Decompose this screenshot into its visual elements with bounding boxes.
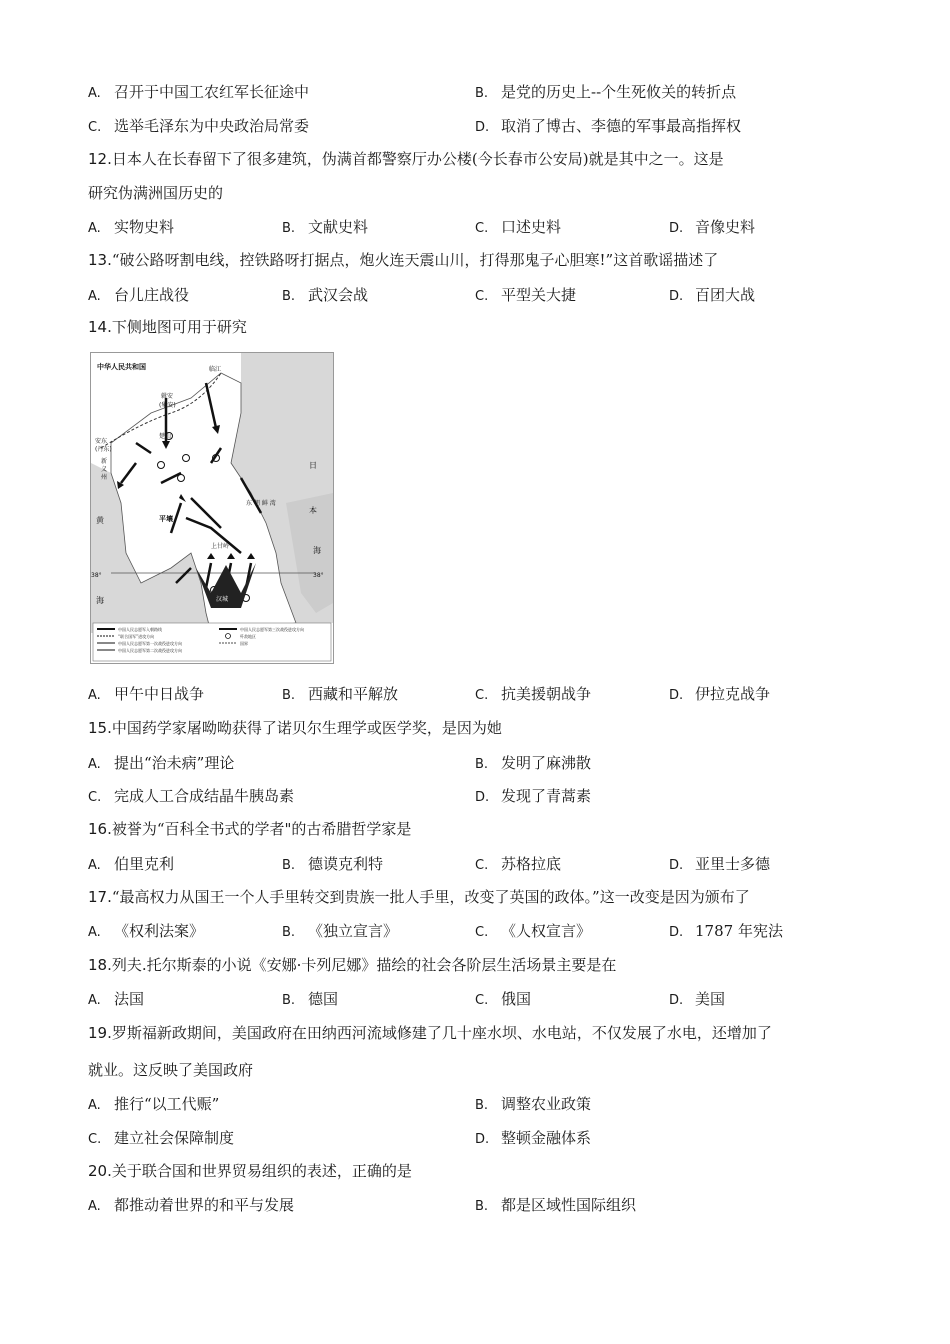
question-text: 被誉为“百科全书式的学者"的古希腊哲学家是 <box>111 820 412 838</box>
option-text: 都是区域性国际组织 <box>501 1196 637 1214</box>
option-label: B. <box>282 688 296 703</box>
option-text: 武汉会战 <box>308 286 369 304</box>
legend-item-5: 中国人民志愿军第三次战役进攻方向 <box>240 627 304 632</box>
question-number: 14. <box>88 318 112 336</box>
map-label-chushan: 楚山 <box>159 433 172 440</box>
option-text: 法国 <box>114 990 145 1008</box>
option-label: C. <box>88 1132 102 1147</box>
q19-stem <box>88 1023 772 1043</box>
question-text: “最高权力从国王一个人手里转交到贵族一批人手里，改变了英国的政体。”这一改变是因为颁布了 <box>111 888 750 906</box>
q14-option-a[interactable] <box>88 684 204 706</box>
option-label: C. <box>88 790 102 805</box>
option-text: 召开于中国工农红军长征途中 <box>114 83 310 101</box>
q20-option-b[interactable] <box>475 1195 636 1217</box>
q13-option-b[interactable] <box>282 285 368 307</box>
option-label: D. <box>475 120 490 135</box>
option-label: A. <box>88 925 101 940</box>
q15-option-a[interactable] <box>88 753 234 775</box>
question-number: 16. <box>88 820 112 838</box>
option-label: B. <box>282 925 296 940</box>
option-label: D. <box>475 1132 490 1147</box>
option-label: D. <box>669 858 684 873</box>
option-text: 甲午中日战争 <box>114 685 205 703</box>
option-label: C. <box>475 993 489 1008</box>
option-text: 俄国 <box>501 990 532 1008</box>
option-text: 整顿金融体系 <box>501 1129 592 1147</box>
option-label: A. <box>88 1199 101 1214</box>
option-label: A. <box>88 757 101 772</box>
option-text: 德谟克利特 <box>308 855 384 873</box>
option-text: 德国 <box>308 990 339 1008</box>
option-label: C. <box>475 289 489 304</box>
option-text: 美国 <box>695 990 726 1008</box>
option-label: D. <box>475 790 490 805</box>
legend-item-6: 歼敌地区 <box>240 634 256 639</box>
option-label: B. <box>475 1199 489 1214</box>
q19-option-d[interactable] <box>475 1128 591 1150</box>
q14-option-b[interactable] <box>282 684 398 706</box>
option-label: C. <box>475 221 489 236</box>
q12-option-c[interactable] <box>475 217 561 239</box>
option-label: A. <box>88 289 101 304</box>
q18-option-b[interactable] <box>282 989 338 1011</box>
q12-stem <box>88 149 724 169</box>
option-text: 百团大战 <box>695 286 756 304</box>
option-label: A. <box>88 858 101 873</box>
q11-option-c[interactable] <box>88 116 309 138</box>
option-label: D. <box>669 688 684 703</box>
question-text: 日本人在长春留下了很多建筑，伪满首都警察厅办公楼(今长春市公安局)就是其中之一。这是 <box>111 150 724 168</box>
q15-option-d[interactable] <box>475 786 591 808</box>
option-text: 西藏和平解放 <box>308 685 399 703</box>
question-text: 列夫.托尔斯泰的小说《安娜·卡列尼娜》描绘的社会各阶层生活场景主要是在 <box>111 956 617 974</box>
option-label: D. <box>669 925 684 940</box>
map-label-seoul: 汉城 <box>216 596 229 603</box>
q12-option-a[interactable] <box>88 217 174 239</box>
option-label: B. <box>282 289 296 304</box>
q18-stem <box>88 955 616 975</box>
map-label-38-right: 38° <box>313 572 324 579</box>
q13-stem <box>88 250 718 270</box>
option-label: C. <box>475 925 489 940</box>
q11-option-a[interactable] <box>88 82 309 104</box>
q16-stem <box>88 819 411 839</box>
option-text: 伯里克利 <box>114 855 175 873</box>
question-number: 19. <box>88 1024 112 1042</box>
map-label-huang: 黄 <box>96 516 104 525</box>
q20-option-a[interactable] <box>88 1195 294 1217</box>
option-text: 《独立宣言》 <box>308 922 399 940</box>
q12-option-b[interactable] <box>282 217 368 239</box>
question-text: 就业。这反映了美国政府 <box>88 1061 254 1079</box>
option-text: 1787 年宪法 <box>695 922 783 940</box>
q14-option-d[interactable] <box>669 684 770 706</box>
map-label-yi: 义 <box>101 466 108 473</box>
q19-option-c[interactable] <box>88 1128 234 1150</box>
option-text: 平型关大捷 <box>501 286 577 304</box>
q13-option-d[interactable] <box>669 285 755 307</box>
option-text: 《权利法案》 <box>114 922 205 940</box>
option-text: 发明了麻沸散 <box>501 754 592 772</box>
q18-option-c[interactable] <box>475 989 531 1011</box>
q19-stem-cont <box>88 1060 253 1080</box>
question-number: 17. <box>88 888 112 906</box>
option-label: C. <box>475 688 489 703</box>
option-label: B. <box>475 757 489 772</box>
q18-option-d[interactable] <box>669 989 725 1011</box>
map-label-east-korea-bay: 东 朝 鲜 湾 <box>246 500 276 507</box>
option-text: 口述史料 <box>501 218 562 236</box>
option-label: B. <box>475 86 489 101</box>
option-text: 调整农业政策 <box>501 1095 592 1113</box>
question-number: 13. <box>88 251 112 269</box>
q17-option-d[interactable] <box>669 921 783 943</box>
q16-option-c[interactable] <box>475 854 561 876</box>
question-text: 研究伪满洲国历史的 <box>88 184 224 202</box>
option-label: A. <box>88 1098 101 1113</box>
option-text: 取消了博古、李德的军事最高指挥权 <box>501 117 742 135</box>
q15-option-c[interactable] <box>88 786 294 808</box>
question-number: 20. <box>88 1162 112 1180</box>
q20-stem <box>88 1161 412 1181</box>
q19-option-b[interactable] <box>475 1094 591 1116</box>
question-text: 关于联合国和世界贸易组织的表述，正确的是 <box>111 1162 412 1180</box>
option-text: 推行“以工代赈” <box>114 1095 220 1113</box>
option-label: A. <box>88 993 101 1008</box>
q12-option-d[interactable] <box>669 217 755 239</box>
q18-option-a[interactable] <box>88 989 144 1011</box>
q19-option-a[interactable] <box>88 1094 219 1116</box>
option-label: A. <box>88 221 101 236</box>
map-label-linjiang: 临江 <box>209 366 222 373</box>
option-label: B. <box>282 858 296 873</box>
q15-stem <box>88 718 502 738</box>
legend-item-3: 中国人民志愿军第一次战役进攻方向 <box>118 641 182 646</box>
map-label-shangganling: 上甘岭 <box>211 543 230 550</box>
option-text: 是党的历史上--个生死攸关的转折点 <box>501 83 737 101</box>
option-text: 选举毛泽东为中央政治局常委 <box>114 117 310 135</box>
map-label-jian: 辑安 <box>161 393 174 400</box>
question-text: “破公路呀割电线，控铁路呀打据点，炮火连天震山川，打得那鬼子心胆寒!”这首歌谣描述了 <box>111 251 719 269</box>
question-text: 中国药学家屠呦呦获得了诺贝尔生理学或医学奖，是因为她 <box>111 719 502 737</box>
legend-item-2: “联合国军”进攻方向 <box>118 634 155 639</box>
map-label-zhou: 州 <box>101 474 108 481</box>
map-title: 中华人民共和国 <box>97 363 146 371</box>
option-text: 实物史料 <box>114 218 175 236</box>
option-label: D. <box>669 221 684 236</box>
q15-option-b[interactable] <box>475 753 591 775</box>
option-text: 建立社会保障制度 <box>114 1129 235 1147</box>
option-label: A. <box>88 688 101 703</box>
option-text: 抗美援朝战争 <box>501 685 592 703</box>
question-text: 下侧地图可用于研究 <box>111 318 247 336</box>
map-label-38-left: 38° <box>91 572 102 579</box>
q13-option-c[interactable] <box>475 285 576 307</box>
q17-option-a[interactable] <box>88 921 204 943</box>
q16-option-d[interactable] <box>669 854 770 876</box>
map-label-pyongyang: 平壤 <box>159 515 173 523</box>
option-text: 台儿庄战役 <box>114 286 190 304</box>
q16-option-b[interactable] <box>282 854 383 876</box>
option-text: 亚里士多德 <box>695 855 771 873</box>
map-label-ben: 本 <box>309 506 317 515</box>
q11-option-d[interactable] <box>475 116 741 138</box>
option-text: 文献史料 <box>308 218 369 236</box>
option-text: 完成人工合成结晶牛胰岛素 <box>114 787 295 805</box>
map-label-hai-west: 海 <box>96 596 104 605</box>
q12-stem-cont <box>88 183 223 203</box>
option-label: B. <box>282 993 296 1008</box>
option-label: C. <box>88 120 102 135</box>
question-number: 12. <box>88 150 112 168</box>
option-label: B. <box>475 1098 489 1113</box>
option-text: 伊拉克战争 <box>695 685 771 703</box>
option-text: 苏格拉底 <box>501 855 562 873</box>
q11-option-b[interactable] <box>475 82 736 104</box>
map-label-xin: 新 <box>101 458 108 465</box>
q14-stem <box>88 317 247 337</box>
option-text: 都推动着世界的和平与发展 <box>114 1196 295 1214</box>
q17-stem <box>88 887 750 907</box>
korean-war-map <box>90 352 334 664</box>
option-label: A. <box>88 86 101 101</box>
option-text: 音像史料 <box>695 218 756 236</box>
legend-item-7: 国界 <box>240 641 248 646</box>
legend-item-1: 中国人民志愿军入朝路线 <box>118 627 162 632</box>
legend-item-4: 中国人民志愿军第二次战役进攻方向 <box>118 648 182 653</box>
option-label: D. <box>669 993 684 1008</box>
map-label-jian-paren: (集安) <box>159 402 176 409</box>
option-label: B. <box>282 221 296 236</box>
q14-option-c[interactable] <box>475 684 591 706</box>
option-label: D. <box>669 289 684 304</box>
question-number: 15. <box>88 719 112 737</box>
question-text: 罗斯福新政期间，美国政府在田纳西河流域修建了几十座水坝、水电站，不仅发展了水电，还增加了 <box>111 1024 772 1042</box>
option-text: 发现了青蒿素 <box>501 787 592 805</box>
q17-option-c[interactable] <box>475 921 591 943</box>
map-label-ri: 日 <box>309 461 317 470</box>
question-number: 18. <box>88 956 112 974</box>
map-label-andong: 安东 <box>95 438 108 445</box>
option-text: 《人权宣言》 <box>501 922 592 940</box>
map-label-hai-east: 海 <box>313 546 321 555</box>
map-label-dandong: (丹东) <box>95 446 112 453</box>
option-text: 提出“治未病”理论 <box>114 754 235 772</box>
option-label: C. <box>475 858 489 873</box>
q16-option-a[interactable] <box>88 854 174 876</box>
q13-option-a[interactable] <box>88 285 189 307</box>
q17-option-b[interactable] <box>282 921 398 943</box>
